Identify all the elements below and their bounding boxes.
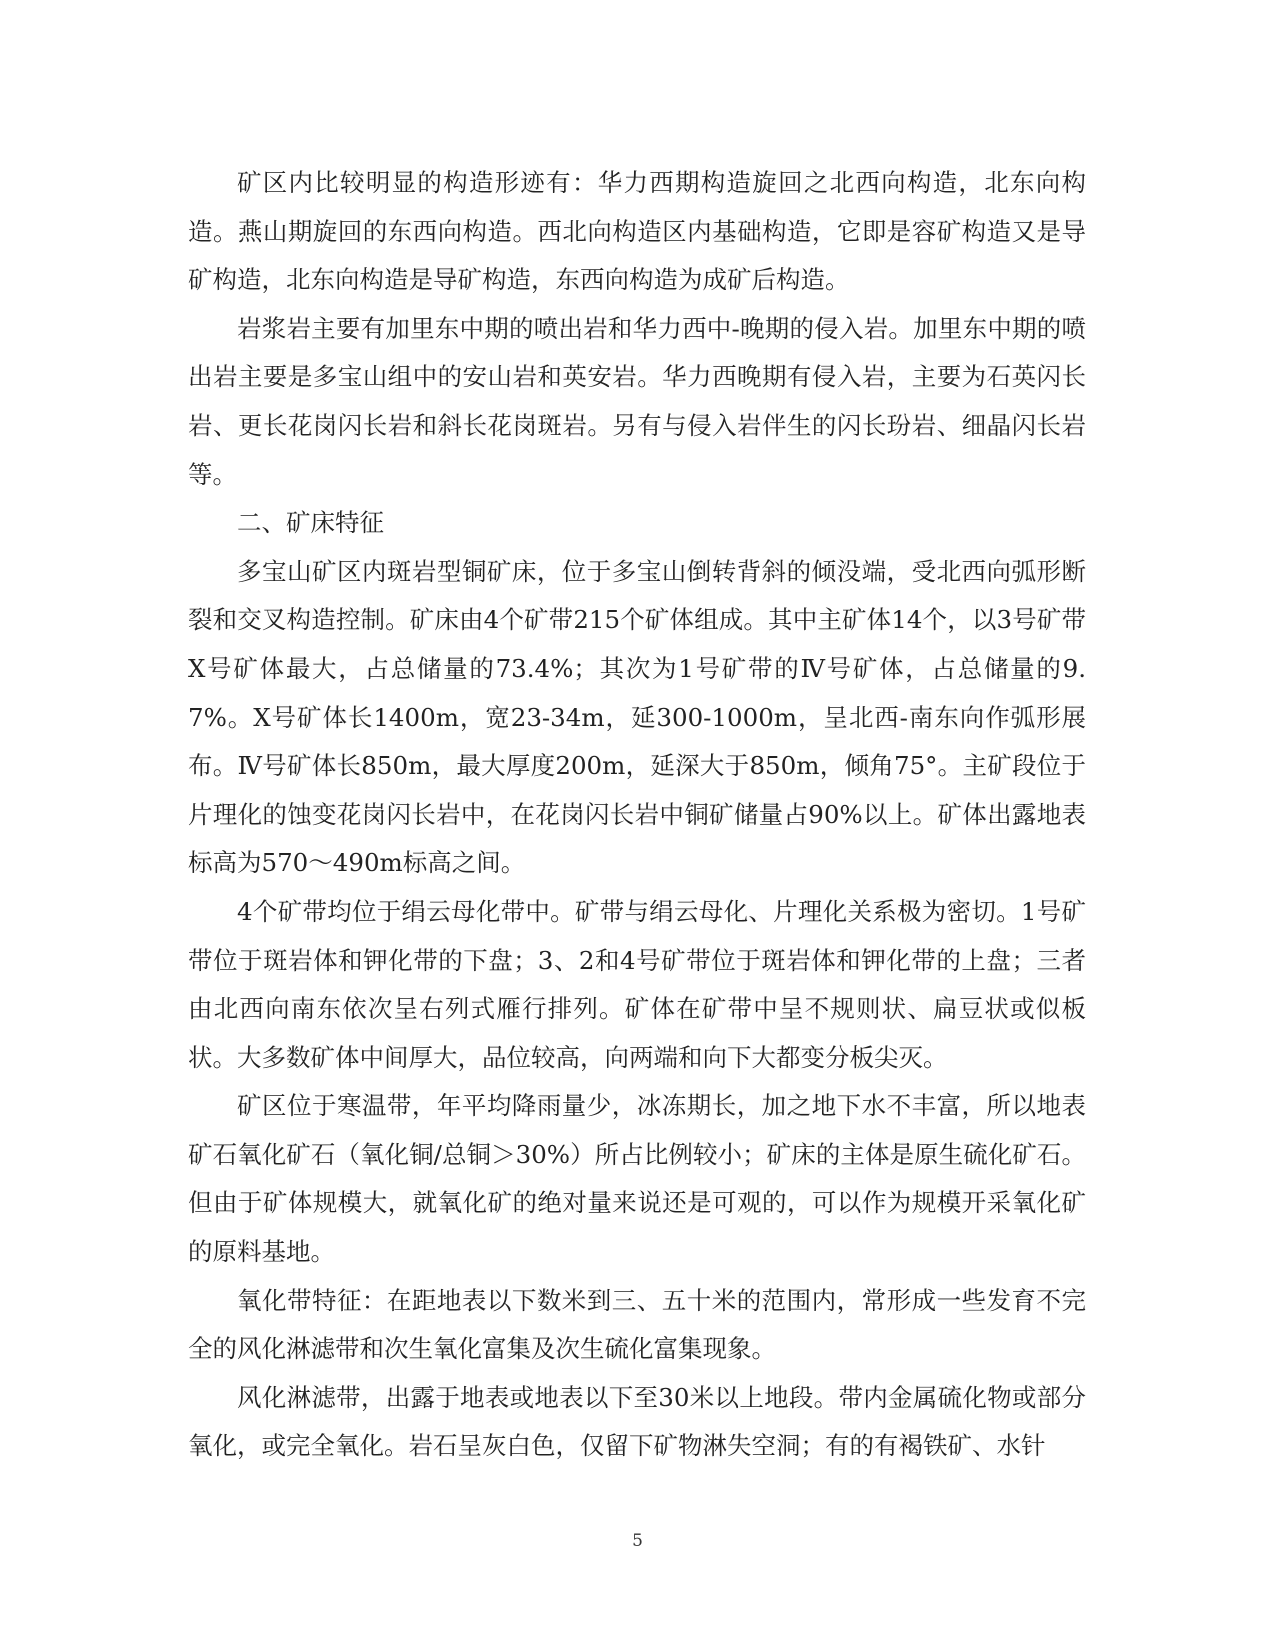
paragraph-magmatic-rocks: 岩浆岩主要有加里东中期的喷出岩和华力西中-晚期的侵入岩。加里东中期的喷出岩主要是多宝山组中的安山岩和英安岩。华力西晚期有侵入岩，主要为石英闪长岩、更长花岗闪长岩和斜长花岗斑岩。另有与侵入岩伴生的闪长玢岩、细晶闪长岩等。 xyxy=(188,313,1086,489)
section-heading-deposit-features: 二、矿床特征 xyxy=(237,508,384,538)
paragraph-leaching-zone: 风化淋滤带，出露于地表或地表以下至30米以上地段。带内金属硫化物或部分氧化，或完全氧化。岩石呈灰白色，仅留下矿物淋失空洞；有的有褐铁矿、水针 xyxy=(188,1382,1086,1461)
paragraph-climate-oxidation: 矿区位于寒温带，年平均降雨量少，冰冻期长，加之地下水不丰富，所以地表矿石氧化矿石（氧化铜/总铜＞30%）所占比例较小；矿床的主体是原生硫化矿石。但由于矿体规模大，就氧化矿的绝对量来说还是可观的，可以作为规模开采氧化矿的原料基地。 xyxy=(188,1091,1086,1267)
paragraph-ore-zones: 4个矿带均位于绢云母化带中。矿带与绢云母化、片理化关系极为密切。1号矿带位于斑岩体和钾化带的下盘；3、2和4号矿带位于斑岩体和钾化带的上盘；三者由北西向南东依次呈右列式雁行排列。矿体在矿带中呈不规则状、扁豆状或似板状。大多数矿体中间厚大，品位较高，向两端和向下大都变分板尖灭。 xyxy=(188,896,1086,1072)
paragraph-oxidation-zone: 氧化带特征：在距地表以下数米到三、五十米的范围内，常形成一些发育不完全的风化淋滤带和次生氧化富集及次生硫化富集现象。 xyxy=(188,1285,1086,1364)
page-number: 5 xyxy=(632,1531,643,1551)
paragraph-structures: 矿区内比较明显的构造形迹有：华力西期构造旋回之北西向构造，北东向构造。燕山期旋回的东西向构造。西北向构造区内基础构造，它即是容矿构造又是导矿构造，北东向构造是导矿构造，东西向构造为成矿后构造。 xyxy=(188,168,1086,295)
paragraph-orebody-description: 多宝山矿区内斑岩型铜矿床，位于多宝山倒转背斜的倾没端，受北西向弧形断裂和交叉构造控制。矿床由4个矿带215个矿体组成。其中主矿体14个，以3号矿带Ⅹ号矿体最大，占总储量的73.4%；其次为1号矿带的Ⅳ号矿体，占总储量的9.7%。Ⅹ号矿体长1400m，宽23-34m，延300-1000m，呈北西-南东向作弧形展布。Ⅳ号矿体长850m，最大厚度200m，延深大于850m，倾角75°。主矿段位于片理化的蚀变花岗闪长岩中，在花岗闪长岩中铜矿储量占90%以上。矿体出露地表标高为570～490m标高之间。 xyxy=(188,556,1086,878)
body-text xyxy=(188,159,1086,1471)
